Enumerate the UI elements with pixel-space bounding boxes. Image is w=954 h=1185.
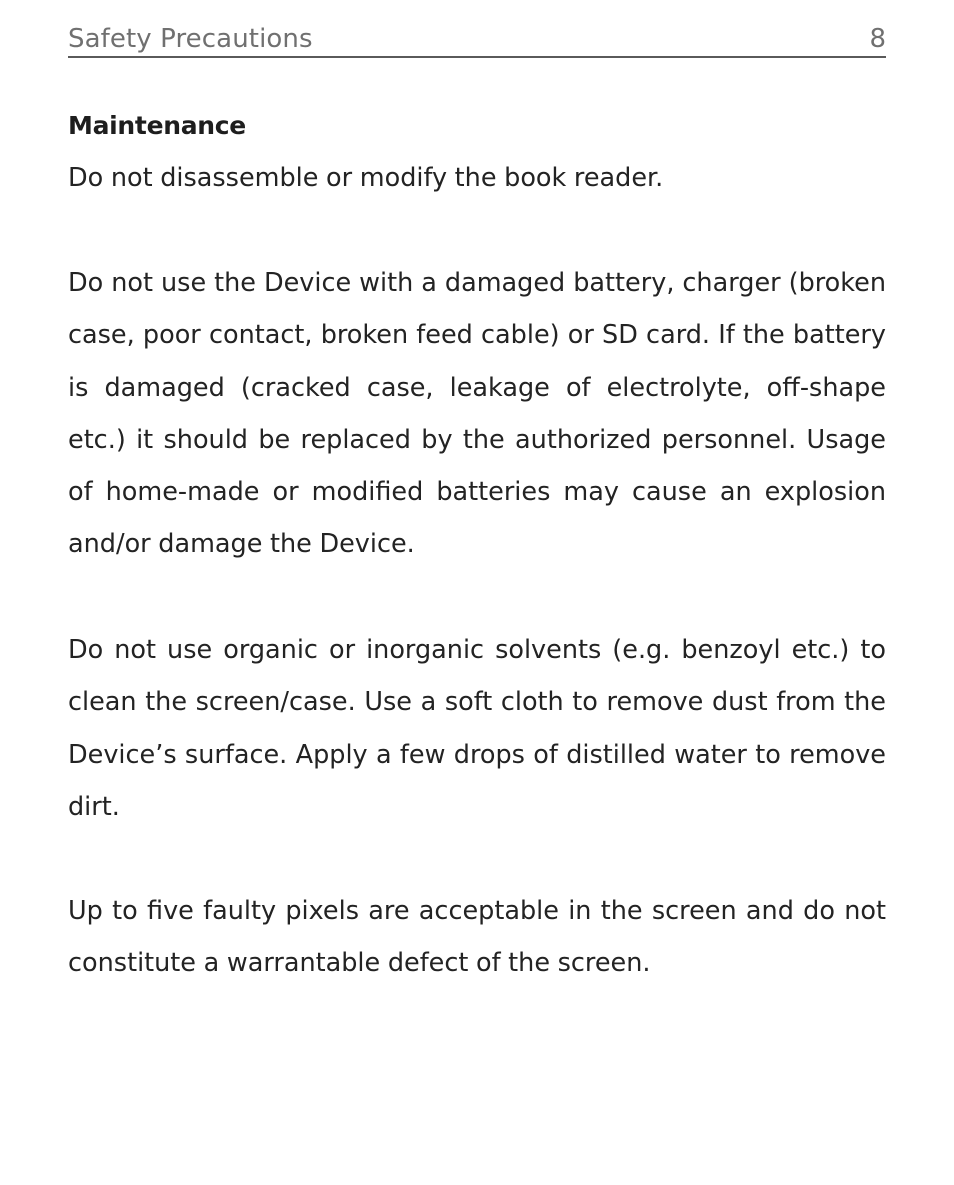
paragraph-faulty-pixels: Up to five faulty pixels are acceptable in the screen and do not constitute a warrantable defect of the screen. — [68, 896, 886, 979]
document-page — [68, 0, 886, 979]
paragraph-cleaning: Do not use organic or inorganic solvents (e.g. benzoyl etc.) to clean the screen/case. Use a soft cloth to remove dust from the Device’s surface. Apply a few drops of distilled water to remove dirt. — [68, 635, 886, 822]
paragraph-disassembly: Do not disassemble or modify the book reader. — [68, 163, 664, 193]
running-header — [68, 0, 886, 58]
header-title: Safety Precautions — [68, 24, 313, 54]
section-heading: Maintenance — [68, 111, 246, 140]
paragraph-battery: Do not use the Device with a damaged battery, charger (broken case, poor contact, broken feed cable) or SD card. If the battery is damaged (cracked case, leakage of electrolyte, off-shape etc.) it should be replaced by the authorized personnel. Usage of home-made or modified batteries may cause an explosion and/or damage the Device. — [68, 268, 886, 560]
page-number: 8 — [869, 24, 886, 54]
